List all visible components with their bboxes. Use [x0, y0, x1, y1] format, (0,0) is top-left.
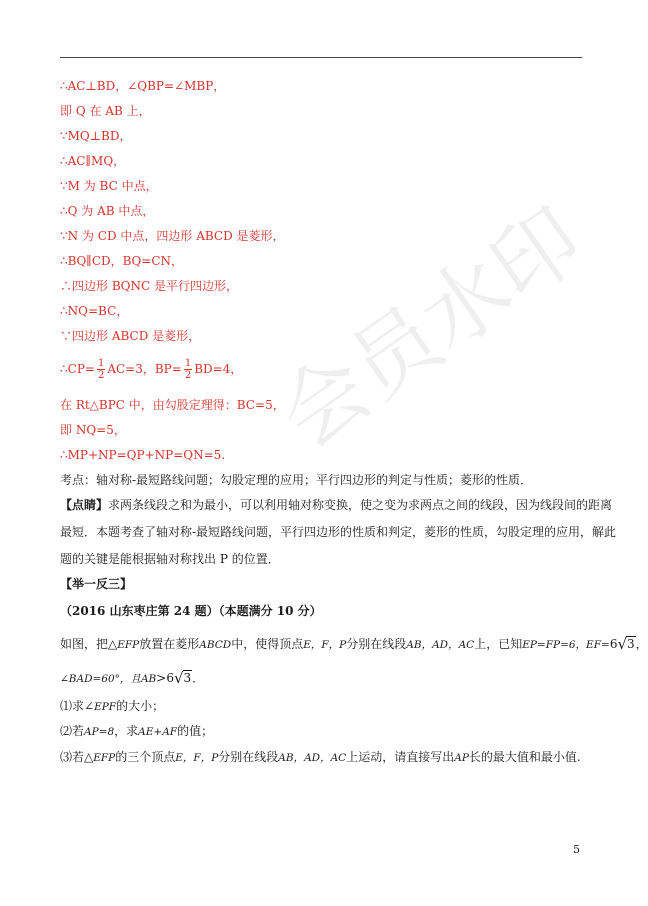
- q1-text-a: 如图，把△: [60, 637, 118, 651]
- q1-radical-coef: 6: [609, 637, 618, 651]
- q2-gt: >: [156, 671, 167, 685]
- solution-line-12: [60, 358, 242, 381]
- q1-condition: EP=FP=6，EF=: [522, 639, 610, 651]
- solution-line-12-c: BD=4，: [194, 362, 243, 376]
- p2-text-a: ⑵若: [60, 724, 85, 738]
- p2-expression: AE+AF: [138, 726, 178, 738]
- sqrt-icon: √: [173, 669, 183, 687]
- q1-rhombus-name: ABCD: [199, 639, 232, 651]
- dianjing-line-3: 题的关键是能根据轴对称找出 P 的位置．: [60, 552, 280, 566]
- practice-source: （2016 山东枣庄第 24 题）（本题满分 10 分）: [60, 604, 322, 618]
- dianjing-label: 【点睛】: [60, 498, 109, 512]
- sqrt-icon: √: [617, 635, 627, 653]
- page-number: 5: [573, 843, 580, 856]
- part-3: [60, 749, 581, 766]
- fraction-half-1: [97, 358, 105, 381]
- q2-radical-coef: 6: [166, 671, 174, 685]
- q1-text-b: 放置在菱形: [139, 637, 200, 651]
- solution-line-4: ∴AC∥MQ，: [60, 154, 126, 168]
- part-2: [60, 723, 213, 740]
- fraction-denominator: 2: [184, 370, 192, 381]
- q2-text-b: ．: [192, 671, 205, 685]
- solution-line-13: 在 Rt△BPC 中，由勾股定理得：BC=5，: [60, 398, 285, 412]
- solution-line-14: 即 NQ=5，: [60, 423, 126, 437]
- p3-text-c: 分别在线段: [218, 750, 279, 764]
- q1-triangle-name: EFP: [117, 639, 140, 651]
- q1-text-d: 分别在线段: [346, 637, 407, 651]
- solution-line-3: ∵MQ⊥BD，: [60, 129, 132, 143]
- q1-segments: AB，AD，AC: [406, 639, 475, 651]
- p1-angle-name: EPF: [94, 701, 117, 713]
- solution-line-11: ∵四边形 ABCD 是菱形，: [60, 329, 201, 343]
- q1-radical-value: 3: [627, 637, 635, 651]
- solution-line-5: ∵M 为 BC 中点，: [60, 179, 158, 193]
- p1-text-a: ⑴求∠: [60, 699, 95, 713]
- q2-ab: AB: [140, 673, 157, 685]
- q1-vertices: E，F，P: [303, 639, 347, 651]
- solution-line-8: ∴BQ∥CD，BQ=CN，: [60, 254, 184, 268]
- solution-line-10: ∴NQ=BC，: [60, 304, 129, 318]
- q2-radical-value: 3: [183, 671, 192, 685]
- p2-text-c: 的值；: [177, 724, 214, 738]
- kaodian-line: 考点：轴对称-最短路线问题；勾股定理的应用；平行四边形的判定与性质；菱形的性质．: [60, 473, 533, 487]
- solution-line-1: ∴AC⊥BD，∠QBP=∠MBP，: [60, 79, 226, 93]
- q1-text-e: 上，已知: [474, 637, 523, 651]
- p3-text-d: 上运动，请直接写出: [346, 750, 455, 764]
- solution-line-9: ∴四边形 BQNC 是平行四边形，: [60, 279, 238, 293]
- practice-heading: 【举一反三】: [60, 577, 133, 591]
- p3-text-e: 长的最大值和最小值.: [468, 750, 581, 764]
- fraction-numerator: 1: [184, 358, 192, 369]
- solution-line-15: ∴MP+NP=QP+NP=QN=5.: [60, 448, 226, 462]
- header-rule: [60, 57, 582, 58]
- question-line-1: [60, 636, 648, 653]
- p3-ap: AP: [454, 752, 469, 764]
- q1-text-c: 中，使得顶点: [231, 637, 304, 651]
- p3-triangle-name: EFP: [93, 752, 116, 764]
- fraction-half-2: [184, 358, 192, 381]
- q1-text-f: ，: [635, 637, 648, 651]
- dianjing-line-1: [60, 497, 612, 513]
- solution-line-2: 即 Q 在 AB 上，: [60, 104, 151, 118]
- p2-ap: AP=8: [84, 726, 115, 738]
- q2-angle-condition: ∠BAD=60°，且: [60, 673, 141, 685]
- p1-text-b: 的大小；: [116, 699, 165, 713]
- p3-segments: AB，AD，AC: [278, 752, 347, 764]
- dianjing-text-1: 求两条线段之和为最小，可以利用轴对称变换，使之变为求两点之间的线段，因为线段间的距离: [108, 498, 613, 512]
- watermark: 会员水印: [261, 189, 601, 469]
- solution-line-12-a: ∴CP=: [60, 362, 95, 376]
- p3-vertices: E，F，P: [175, 752, 219, 764]
- solution-line-7: ∵N 为 CD 中点，四边形 ABCD 是菱形，: [60, 229, 285, 243]
- question-line-2: [60, 670, 204, 687]
- part-1: [60, 698, 164, 715]
- fraction-numerator: 1: [97, 358, 105, 369]
- p3-text-a: ⑶若△: [60, 750, 94, 764]
- solution-line-6: ∴Q 为 AB 中点，: [60, 204, 155, 218]
- p2-text-b: ，求: [114, 724, 139, 738]
- p3-text-b: 的三个顶点: [115, 750, 176, 764]
- fraction-denominator: 2: [97, 370, 105, 381]
- dianjing-line-2: 最短．本题考查了轴对称-最短路线问题，平行四边形的性质和判定，菱形的性质，勾股定理的应用，解此: [60, 525, 617, 539]
- solution-line-12-b: AC=3，BP=: [107, 362, 182, 376]
